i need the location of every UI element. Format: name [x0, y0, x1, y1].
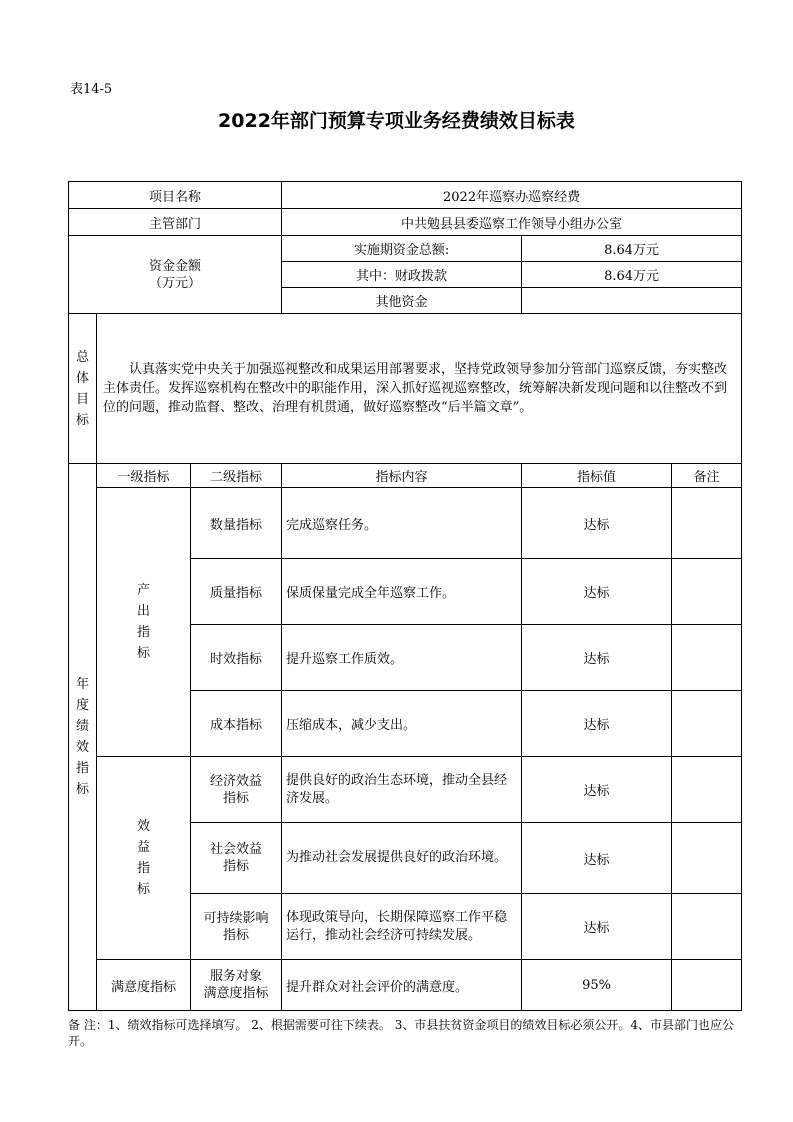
- page-title: 2022年部门预算专项业务经费绩效目标表: [218, 110, 575, 132]
- level2-line1: 社会效益: [210, 842, 263, 857]
- content-cell: 提升群众对社会评价的满意度。: [282, 960, 522, 1011]
- value-cell: 达标: [522, 488, 672, 559]
- goal-row: [69, 314, 742, 464]
- value-cell: 达标: [522, 894, 672, 960]
- value-cell: 达标: [522, 691, 672, 757]
- remark-cell: [672, 894, 742, 960]
- remark-cell: [672, 559, 742, 625]
- header-level2: 二级指标: [191, 464, 282, 488]
- level2-cell: [191, 823, 282, 894]
- funds-other-label: 其他资金: [282, 288, 522, 314]
- header-remark: 备注: [672, 464, 742, 488]
- level2-line2: 指标: [223, 790, 250, 806]
- funds-total-row: [69, 236, 742, 262]
- remark-cell: [672, 625, 742, 691]
- header-value: 指标值: [522, 464, 672, 488]
- level2-line2: 指标: [223, 927, 250, 943]
- funds-label: [69, 236, 282, 314]
- value-cell: 达标: [522, 559, 672, 625]
- goal-label: [69, 314, 97, 464]
- content-cell: 完成巡察任务。: [282, 488, 522, 559]
- header-level1: 一级指标: [97, 464, 191, 488]
- value-cell: 达标: [522, 625, 672, 691]
- value-cell: 95%: [522, 960, 672, 1011]
- annual-indicators-text: 年度绩效指标: [75, 677, 89, 797]
- level2-line1: 经济效益: [210, 773, 263, 789]
- content-cell: 提升巡察工作质效。: [282, 625, 522, 691]
- indicator-header-row: [69, 464, 742, 488]
- funds-label-line2: （万元）: [149, 275, 202, 291]
- content-cell: 体现政策导向，长期保障巡察工作平稳运行，推动社会经济可持续发展。: [282, 894, 522, 960]
- funds-fiscal-value: 8.64万元: [522, 262, 742, 288]
- level2-cell: 时效指标: [191, 625, 282, 691]
- goal-label-text: 总体目标: [75, 349, 89, 428]
- level2-cell: [191, 960, 282, 1011]
- benefit-indicators-label: [97, 757, 191, 960]
- benefit-indicators-text: 效益指标: [136, 819, 150, 897]
- level2-cell: [191, 894, 282, 960]
- funds-fiscal-label: 其中：财政拨款: [282, 262, 522, 288]
- remark-cell: [672, 488, 742, 559]
- level2-cell: 质量指标: [191, 559, 282, 625]
- level2-cell: 成本指标: [191, 691, 282, 757]
- indicator-row: [69, 960, 742, 1011]
- indicator-row: [69, 757, 742, 823]
- indicator-row: [69, 488, 742, 559]
- footnote: 备 注：1、绩效指标可选择填写。 2、根据需要可往下续表。 3、市县扶贫资金项目的绩效目标必须公开。4、市县部门也应公开。: [68, 1018, 734, 1048]
- value-cell: 达标: [522, 823, 672, 894]
- department-value: 中共勉县县委巡察工作领导小组办公室: [282, 209, 742, 236]
- performance-table: [68, 181, 742, 1011]
- level2-line2: 指标: [223, 859, 250, 874]
- department-row: [69, 209, 742, 236]
- project-name-label: 项目名称: [69, 182, 282, 209]
- remark-cell: [672, 960, 742, 1011]
- level2-cell: 数量指标: [191, 488, 282, 559]
- funds-other-value: [522, 288, 742, 314]
- level2-line1: 可持续影响: [203, 910, 269, 926]
- content-cell: 为推动社会发展提供良好的政治环境。: [282, 823, 522, 894]
- header-content: 指标内容: [282, 464, 522, 488]
- output-indicators-text: 产出指标: [136, 583, 150, 661]
- level2-line2: 满意度指标: [203, 986, 269, 1001]
- remark-cell: [672, 757, 742, 823]
- annual-indicators-label: [69, 464, 97, 1011]
- funds-total-value: 8.64万元: [522, 236, 742, 262]
- content-cell: 压缩成本，减少支出。: [282, 691, 522, 757]
- funds-label-line1: 资金金额: [149, 258, 202, 274]
- goal-text: 认真落实党中央关于加强巡视整改和成果运用部署要求，坚持党政领导参加分管部门巡察反馈，夯实整改主体责任。发挥巡察机构在整改中的职能作用，深入抓好巡视巡察整改，统筹解决新发现问题和以往整改不到位的问题，推动监督、整改、治理有机贯通，做好巡察整改“后半篇文章”。: [97, 314, 742, 464]
- remark-cell: [672, 823, 742, 894]
- level2-cell: [191, 757, 282, 823]
- satisfaction-indicators-label: 满意度指标: [97, 960, 191, 1011]
- department-label: 主管部门: [69, 209, 282, 236]
- content-cell: 保质保量完成全年巡察工作。: [282, 559, 522, 625]
- level2-line1: 服务对象: [210, 969, 263, 984]
- project-row: [69, 182, 742, 209]
- remark-cell: [672, 691, 742, 757]
- value-cell: 达标: [522, 757, 672, 823]
- table-number: 表14-5: [70, 82, 113, 97]
- content-cell: 提供良好的政治生态环境，推动全县经济发展。: [282, 757, 522, 823]
- output-indicators-label: [97, 488, 191, 757]
- funds-total-label: 实施期资金总额:: [282, 236, 522, 262]
- project-name-value: 2022年巡察办巡察经费: [282, 182, 742, 209]
